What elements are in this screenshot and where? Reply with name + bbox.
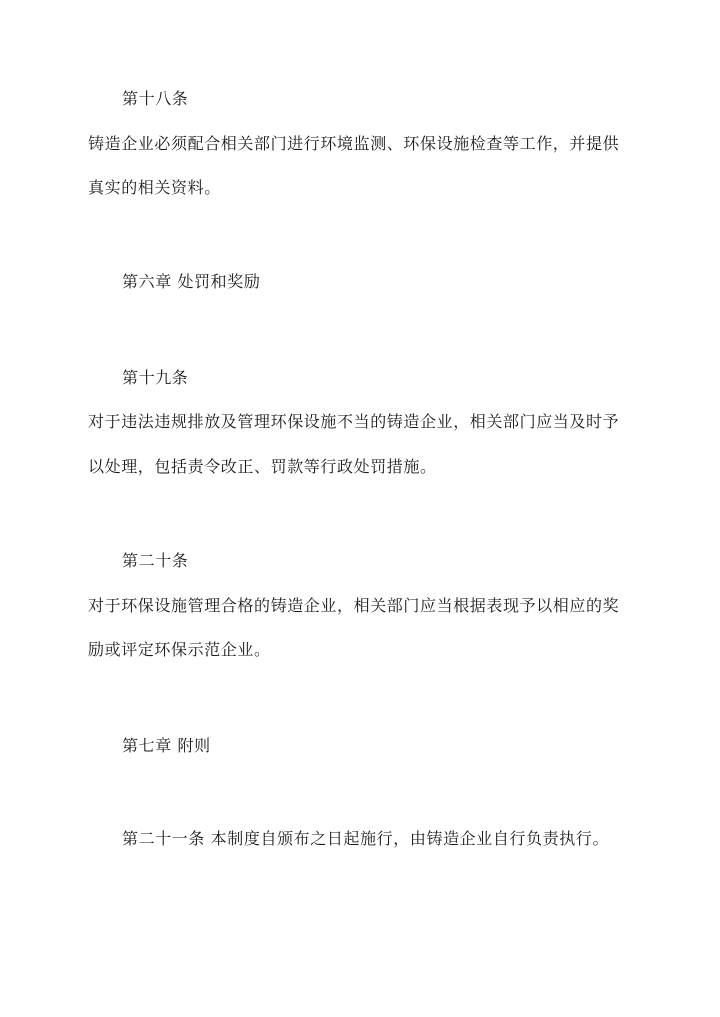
- article-18-line-1: 铸造企业必须配合相关部门进行环境监测、环保设施检查等工作，并提供: [88, 134, 620, 153]
- article-18-line-2: 真实的相关资料。: [88, 178, 221, 197]
- article-19-heading: 第十九条: [122, 368, 189, 387]
- article-19-line-2: 以处理，包括责令改正、罚款等行政处罚措施。: [88, 457, 437, 476]
- chapter-7-heading: 第七章 附则: [122, 736, 211, 755]
- article-21-text: 第二十一条 本制度自颁布之日起施行，由铸造企业自行负责执行。: [122, 829, 610, 848]
- article-18-heading: 第十八条: [122, 89, 189, 108]
- article-20-line-2: 励或评定环保示范企业。: [88, 640, 271, 659]
- chapter-6-heading: 第六章 处罚和奖励: [122, 272, 261, 291]
- article-20-line-1: 对于环保设施管理合格的铸造企业，相关部门应当根据表现予以相应的奖: [88, 596, 620, 615]
- article-20-heading: 第二十条: [122, 551, 189, 570]
- article-19-line-1: 对于违法违规排放及管理环保设施不当的铸造企业，相关部门应当及时予: [88, 412, 620, 431]
